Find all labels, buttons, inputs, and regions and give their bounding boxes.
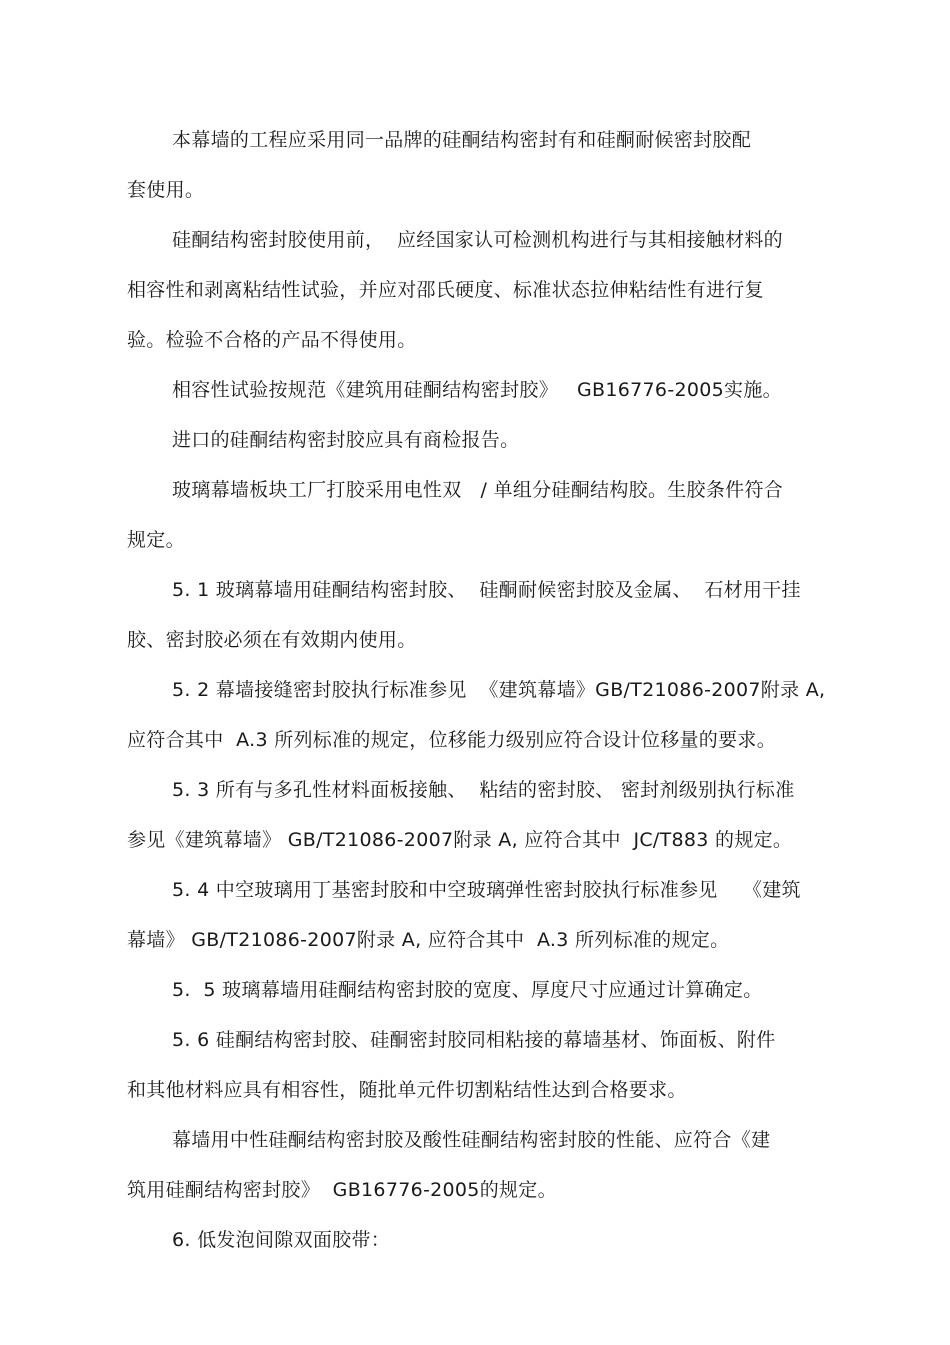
text-line: 胶、密封胶必须在有效期内使用。 — [127, 629, 417, 651]
text-line: 幕墙用中性硅酮结构密封胶及酸性硅酮结构密封胶的性能、应符合《建 — [172, 1129, 771, 1151]
text-line: 5. 3 所有与多孔性材料面板接触、 粘结的密封胶、 密封剂级别执行标准 — [172, 779, 795, 801]
text-line: 玻璃幕墙板块工厂打胶采用电性双 / 单组分硅酮结构胶。生胶条件符合 — [172, 479, 784, 501]
text-line: 5. 4 中空玻璃用丁基密封胶和中空玻璃弹性密封胶执行标准参见 《建筑 — [172, 879, 801, 901]
text-line: 筑用硅酮结构密封胶》 GB16776-2005的规定。 — [127, 1179, 557, 1201]
text-line: 进口的硅酮结构密封胶应具有商检报告。 — [172, 429, 520, 451]
text-line: 相容性试验按规范《建筑用硅酮结构密封胶》 GB16776-2005实施。 — [172, 379, 782, 401]
text-line: 参见《建筑幕墙》 GB/T21086-2007附录 A, 应符合其中 JC/T883 的规定。 — [127, 829, 793, 851]
text-line: 幕墙》 GB/T21086-2007附录 A, 应符合其中 A.3 所列标准的规定。 — [127, 929, 730, 951]
text-line: 相容性和剥离粘结性试验，并应对邵氏硬度、标准状态拉伸粘结性有进行复 — [127, 279, 764, 301]
text-line: 5. 1 玻璃幕墙用硅酮结构密封胶、 硅酮耐候密封胶及金属、 石材用干挂 — [172, 579, 801, 601]
text-line: 套使用。 — [127, 179, 205, 201]
text-line: 本幕墙的工程应采用同一品牌的硅酮结构密封有和硅酮耐候密封胶配 — [172, 129, 752, 151]
text-line: 硅酮结构密封胶使用前， 应经国家认可检测机构进行与其相接触材料的 — [172, 229, 783, 251]
text-line: 和其他材料应具有相容性，随批单元件切割粘结性达到合格要求。 — [127, 1079, 687, 1101]
text-line: 规定。 — [127, 529, 185, 551]
text-line: 5. 2 幕墙接缝密封胶执行标准参见 《建筑幕墙》GB/T21086-2007附录 A, — [172, 679, 826, 701]
text-line: 5. 6 硅酮结构密封胶、硅酮密封胶同相粘接的幕墙基材、饰面板、附件 — [172, 1029, 776, 1051]
text-line: 应符合其中 A.3 所列标准的规定，位移能力级别应符合设计位移量的要求。 — [127, 729, 777, 751]
text-line: 验。检验不合格的产品不得使用。 — [127, 329, 417, 351]
text-line: 6. 低发泡间隙双面胶带： — [172, 1229, 391, 1251]
text-line: 5. 5 玻璃幕墙用硅酮结构密封胶的宽度、厚度尺寸应通过计算确定。 — [172, 979, 763, 1001]
